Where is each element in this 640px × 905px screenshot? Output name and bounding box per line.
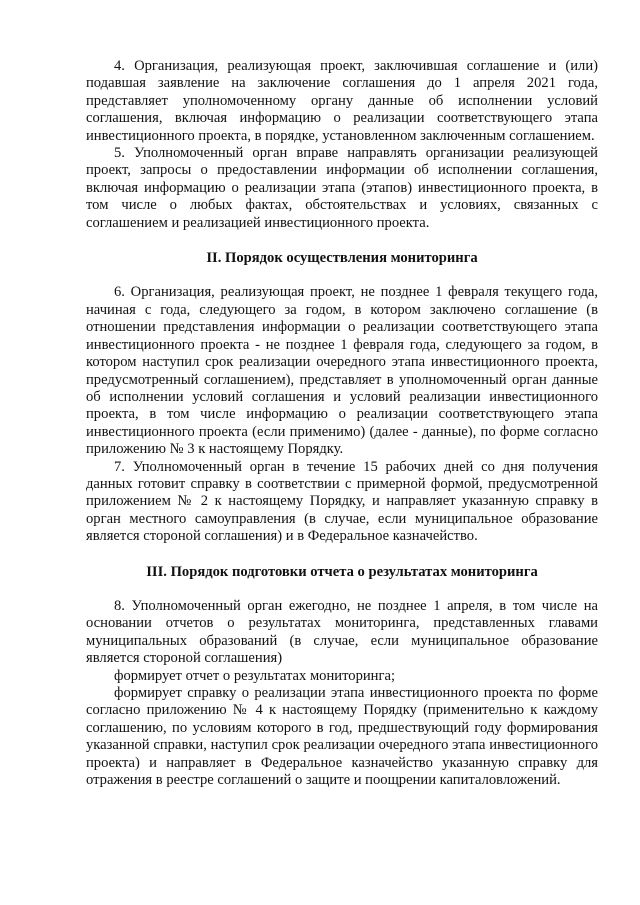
- paragraph-8: 8. Уполномоченный орган ежегодно, не позднее 1 апреля, в том числе на основании отчетов о результатах мониторинга, представленных главами муниципальных образований (в случае, если муниципальное образование является стороной соглашения): [86, 597, 598, 667]
- paragraph-4: 4. Организация, реализующая проект, заключившая соглашение и (или) подавшая заявление на заключение соглашения до 1 апреля 2021 года, представляет уполномоченному органу данные об исполнении условий соглашения, включая информацию о реализации соответствующего этапа инвестиционного проекта, в порядке, установленном заключенным соглашением.: [86, 58, 598, 144]
- section-heading-report-procedure: III. Порядок подготовки отчета о результатах мониторинга: [146, 563, 538, 580]
- section-heading-monitoring-procedure: II. Порядок осуществления мониторинга: [206, 250, 478, 267]
- paragraph-6: 6. Организация, реализующая проект, не позднее 1 февраля текущего года, начиная с года, следующего за годом, в котором заключено соглашение (в отношении представления информации о реализации соответствующего этапа инвестиционного проекта - не позднее 1 февраля года, следующего за годом, в котором наступил срок реализации очередного этапа инвестиционного проекта, предусмотренный соглашением), представляет в уполномоченный орган данные об исполнении условий соглашения и условий реализации инвестиционного проекта, в том числе информацию о реализации соответствующего этапа инвестиционного проекта (если применимо) (далее - данные), по форме согласно приложению № 3 к настоящему Порядку.: [86, 284, 598, 458]
- paragraph-5: 5. Уполномоченный орган вправе направлять организации реализующей проект, запросы о предоставлении информации об исполнении соглашения, включая информацию о реализации этапа (этапов) инвестиционного проекта, в том числе о любых фактах, обстоятельствах и условиях, связанных с соглашением и реализацией инвестиционного проекта.: [86, 145, 598, 231]
- paragraph-8-item-certificate: формирует справку о реализации этапа инвестиционного проекта по форме согласно приложению № 4 к настоящему Порядку (применительно к каждому соглашению, по условиям которого в год, предшествующий году формирования указанной справки, наступил срок реализации очередного этапа инвестиционного проекта) и направляет в Федеральное казначейство указанную справку для отражения в реестре соглашений о защите и поощрении капиталовложений.: [86, 685, 598, 789]
- paragraph-7: 7. Уполномоченный орган в течение 15 рабочих дней со дня получения данных готовит справку в соответствии с примерной формой, предусмотренной приложением № 2 к настоящему Порядку, и направляет указанную справку в орган местного самоуправления (в случае, если муниципальное образование является стороной соглашения) и в Федеральное казначейство.: [86, 458, 598, 545]
- document-page: [86, 58, 598, 789]
- paragraph-8-item-report: формирует отчет о результатах мониторинга;: [114, 667, 396, 684]
